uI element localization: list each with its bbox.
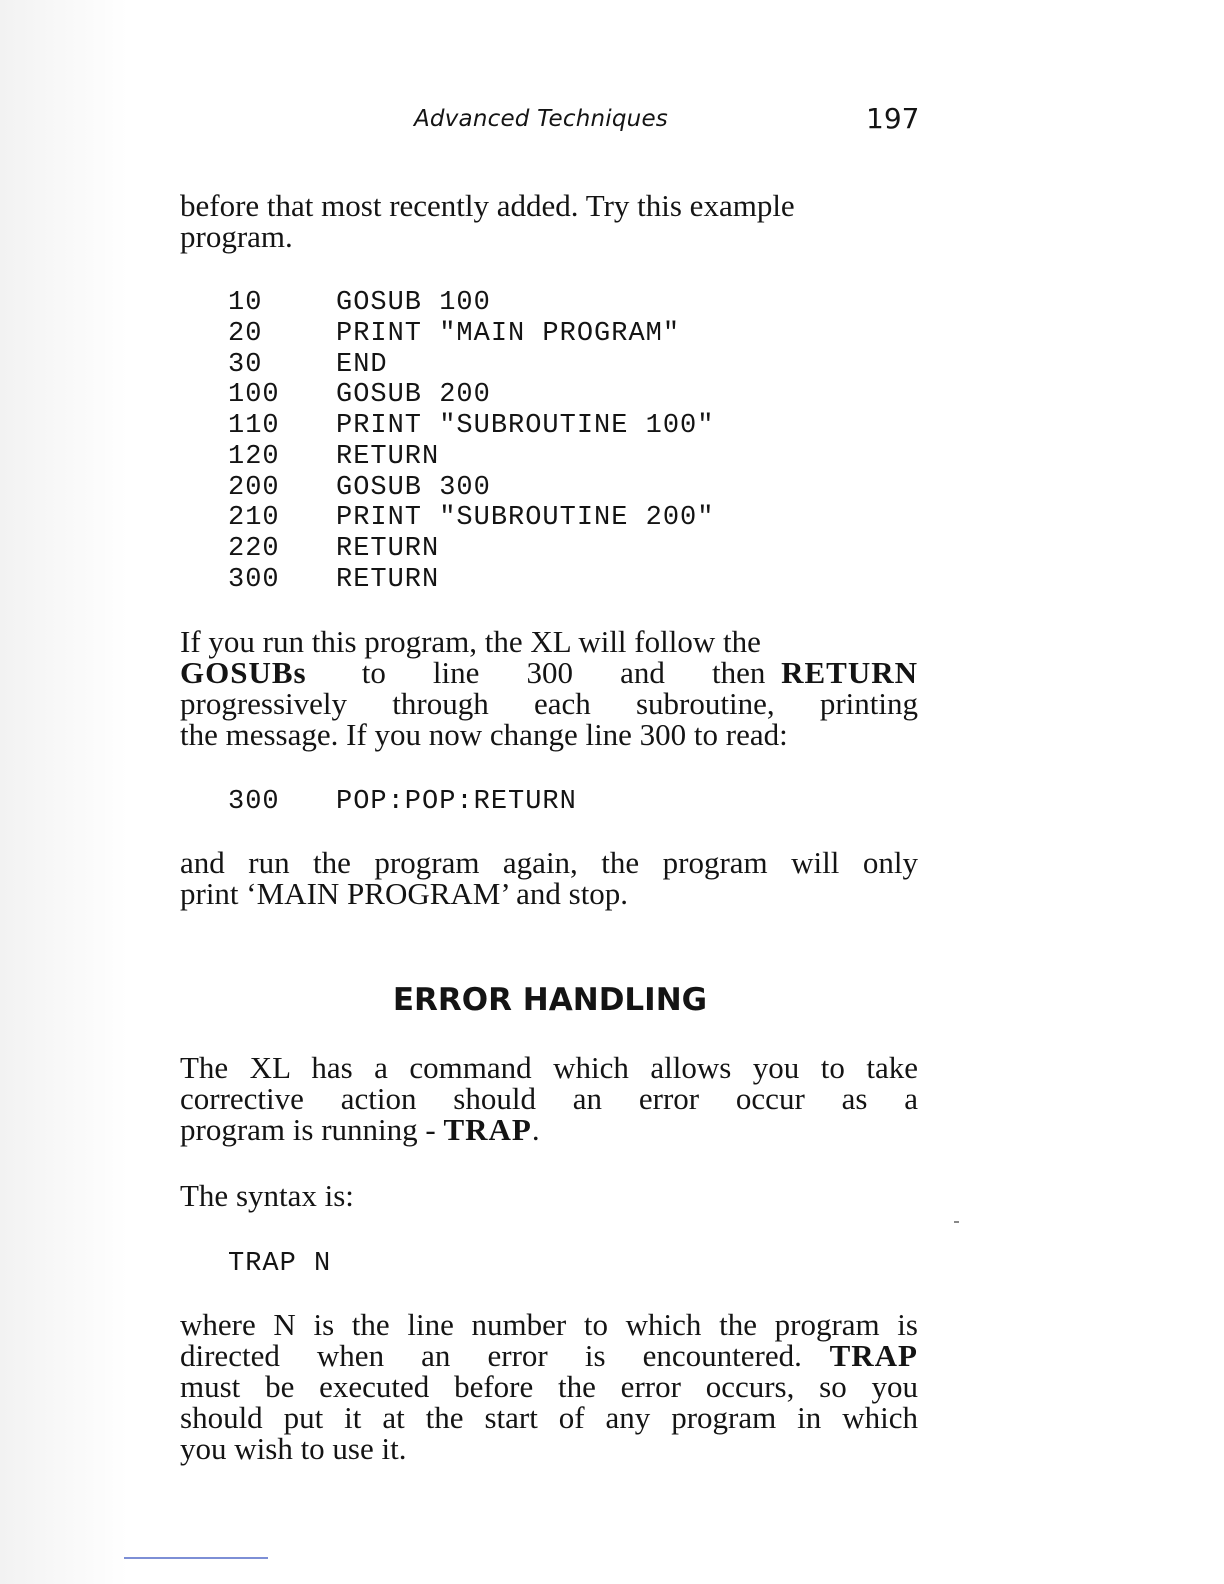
intro-line-2: program. <box>180 219 293 254</box>
where-line-4: should put it at the start of any program in which <box>180 1400 918 1435</box>
trap-line-1: The XL has a command which allows you to take <box>180 1050 918 1085</box>
code-line <box>228 350 388 380</box>
scan-speck <box>954 1221 959 1223</box>
trap-line-3-end: . <box>531 1112 540 1147</box>
syntax-intro: The syntax is: <box>180 1178 354 1213</box>
trap-line-3 <box>180 1114 918 1145</box>
run-line-2-middle: to line 300 and then <box>314 655 774 690</box>
line-number: 100 <box>228 380 280 410</box>
line-number: 300 <box>228 787 280 817</box>
line-code: RETURN <box>336 442 440 472</box>
line-number: 300 <box>228 565 280 595</box>
code-line <box>228 411 714 441</box>
line-code: PRINT "SUBROUTINE 100" <box>336 411 715 441</box>
section-heading: ERROR HANDLING <box>392 982 708 1018</box>
running-header: Advanced Techniques <box>414 106 668 132</box>
line-code: RETURN <box>336 565 440 595</box>
line-number: 120 <box>228 442 280 472</box>
syntax-code: TRAP N <box>228 1249 332 1279</box>
line-number: 200 <box>228 473 280 503</box>
line-code: PRINT "SUBROUTINE 200" <box>336 503 715 533</box>
line-code: GOSUB 300 <box>336 473 491 503</box>
code-line <box>228 288 491 318</box>
line-code: GOSUB 100 <box>336 288 491 318</box>
again-paragraph <box>180 847 918 909</box>
where-line-2 <box>180 1340 918 1371</box>
code-line <box>228 534 439 564</box>
trap-line-3-text: program is running - <box>180 1112 444 1147</box>
page-number: 197 <box>866 102 920 135</box>
gosubs-keyword: GOSUBs <box>180 655 307 690</box>
line-number: 20 <box>228 319 263 349</box>
intro-paragraph <box>180 190 918 252</box>
again-line-2: print ‘MAIN PROGRAM’ and stop. <box>180 876 629 911</box>
line-code: END <box>336 350 388 380</box>
line-code: RETURN <box>336 534 440 564</box>
line-number: 10 <box>228 288 263 318</box>
where-line-2-text: directed when an error is encountered. <box>180 1338 810 1373</box>
trap-keyword: TRAP <box>443 1112 532 1147</box>
page-edge-shadow <box>0 0 128 1584</box>
where-line-5: you wish to use it. <box>180 1431 407 1466</box>
code-line <box>228 565 439 595</box>
again-line-1: and run the program again, the program will only <box>180 845 918 880</box>
page-edge-mark <box>124 1557 268 1559</box>
code-line <box>228 442 439 472</box>
where-line-3: must be executed before the error occurs, so you <box>180 1369 918 1404</box>
line-number: 30 <box>228 350 263 380</box>
code-line <box>228 503 714 533</box>
line-code: POP:POP:RETURN <box>336 787 577 817</box>
line-code: PRINT "MAIN PROGRAM" <box>336 319 681 349</box>
return-keyword: RETURN <box>781 655 918 690</box>
run-line-4: the message. If you now change line 300 to read: <box>180 717 788 752</box>
code-line <box>228 380 491 410</box>
run-paragraph <box>180 626 918 750</box>
code-line <box>228 473 491 503</box>
pop-code-line <box>228 787 577 817</box>
run-line-3: progressively through each subroutine, printing <box>180 686 918 721</box>
line-number: 110 <box>228 411 280 441</box>
line-number: 210 <box>228 503 280 533</box>
where-paragraph <box>180 1309 918 1464</box>
trap-keyword: TRAP <box>829 1338 918 1373</box>
where-line-1: where N is the line number to which the program is <box>180 1307 918 1342</box>
run-line-2 <box>180 657 918 688</box>
code-line <box>228 319 680 349</box>
line-number: 220 <box>228 534 280 564</box>
intro-line-1: before that most recently added. Try this example <box>180 188 795 223</box>
line-code: GOSUB 200 <box>336 380 491 410</box>
trap-line-2: corrective action should an error occur as a <box>180 1081 918 1116</box>
trap-paragraph <box>180 1052 918 1145</box>
run-line-1: If you run this program, the XL will follow the <box>180 624 761 659</box>
